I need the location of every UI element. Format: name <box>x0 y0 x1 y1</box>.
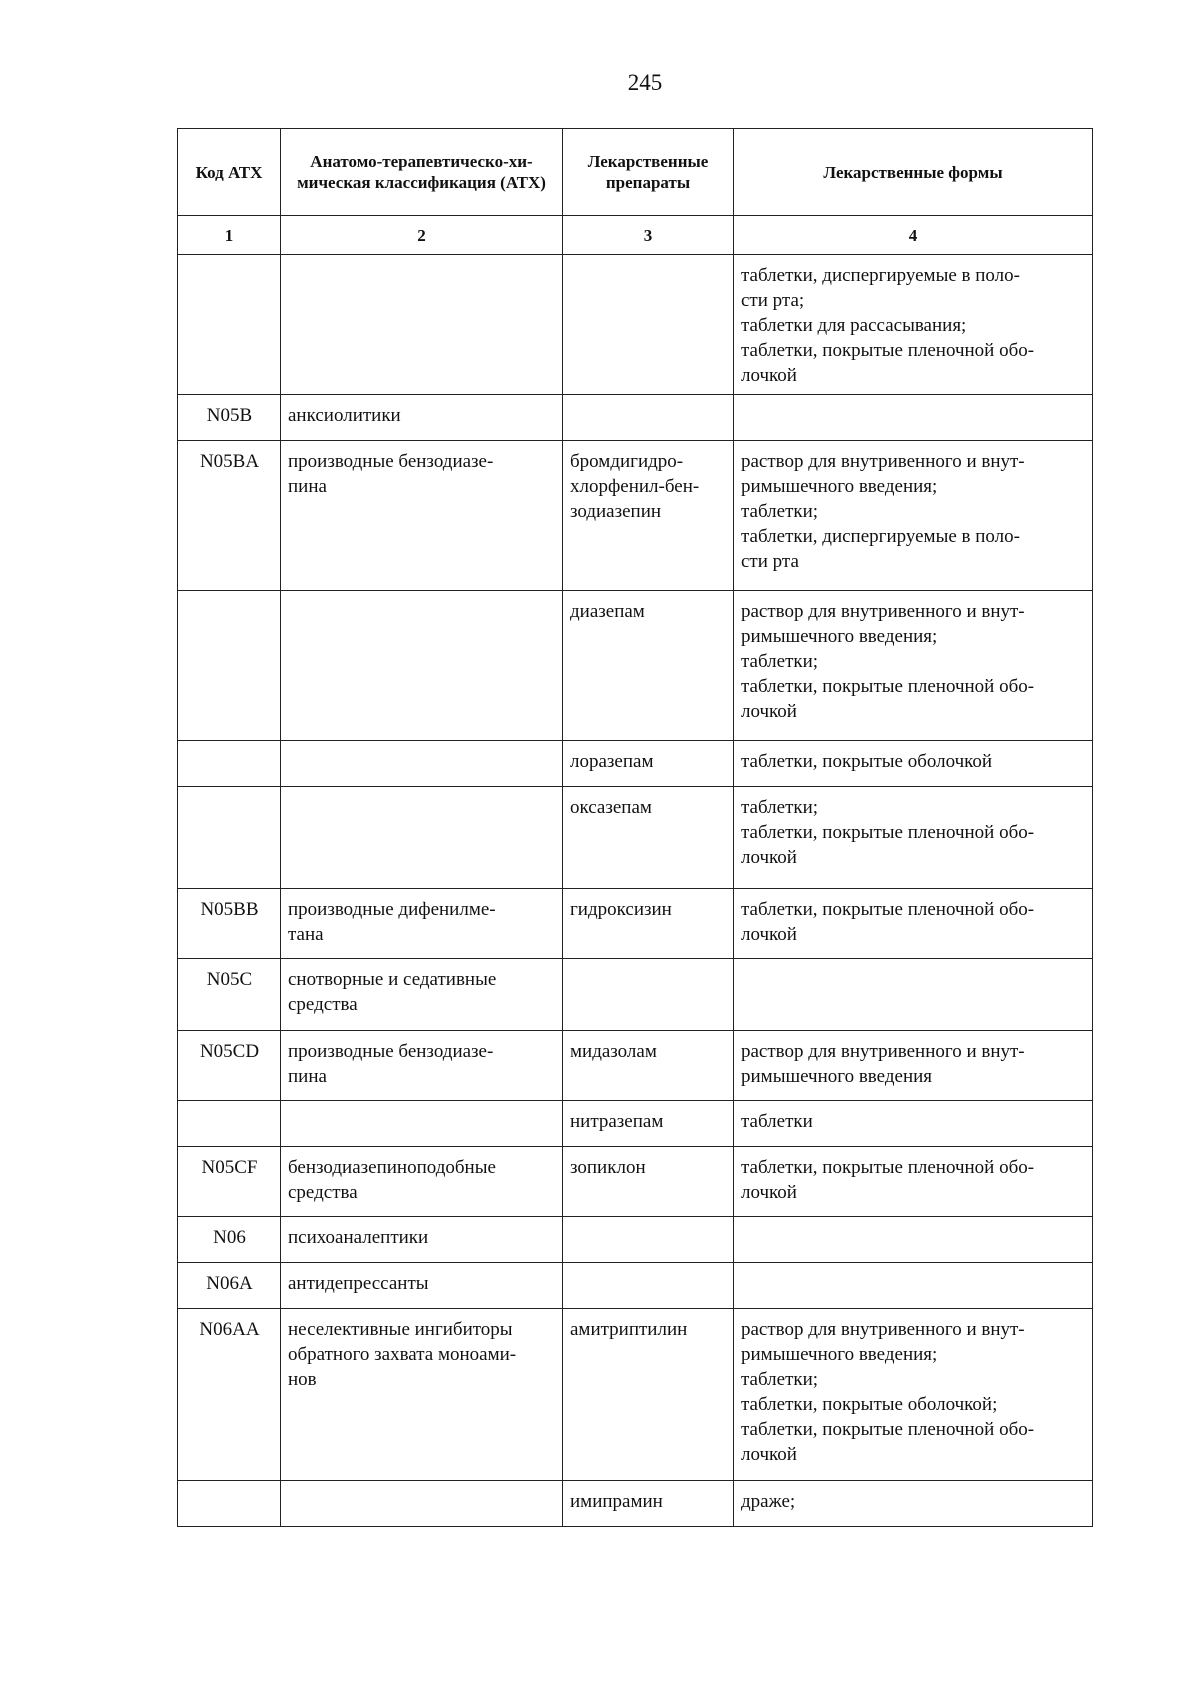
dosage-form-line: лочкой <box>741 701 797 722</box>
classification-cell <box>281 1217 563 1263</box>
table-row <box>178 1309 1093 1481</box>
dosage-forms-cell <box>734 1031 1093 1101</box>
atx-code-cell <box>178 255 281 395</box>
drug-cell <box>563 1309 734 1481</box>
drug-cell <box>563 741 734 787</box>
classification-text: средства <box>288 994 358 1015</box>
dosage-form-line: таблетки; <box>741 651 819 672</box>
classification-text: производные дифенилме- <box>288 899 496 920</box>
dosage-form-line: таблетки, покрытые оболочкой; <box>741 1394 998 1415</box>
atx-code-cell: N05BA <box>178 441 281 591</box>
header-dosage-forms: Лекарственные формы <box>734 129 1093 216</box>
classification-cell <box>281 889 563 959</box>
dosage-forms-cell <box>734 1263 1093 1309</box>
dosage-form-line: лочкой <box>741 924 797 945</box>
classification-cell <box>281 591 563 741</box>
classification-cell <box>281 1309 563 1481</box>
dosage-forms-cell <box>734 1309 1093 1481</box>
dosage-forms-cell <box>734 1147 1093 1217</box>
header-drugs: Лекарственные препараты <box>563 129 734 216</box>
atx-code-cell: N06AA <box>178 1309 281 1481</box>
atx-code-cell: N05CD <box>178 1031 281 1101</box>
dosage-form-line: драже; <box>741 1491 796 1512</box>
dosage-form-line: таблетки; <box>741 501 819 522</box>
atx-code-cell: N05C <box>178 959 281 1031</box>
classification-text: бензодиазепиноподобные <box>288 1157 496 1178</box>
dosage-form-line: сти рта; <box>741 290 805 311</box>
classification-cell <box>281 441 563 591</box>
dosage-form-line: таблетки, покрытые пленочной обо- <box>741 1419 1035 1440</box>
table-row <box>178 395 1093 441</box>
drug-cell <box>563 1147 734 1217</box>
dosage-forms-cell <box>734 1217 1093 1263</box>
dosage-form-line: лочкой <box>741 1444 797 1465</box>
classification-cell <box>281 255 563 395</box>
dosage-forms-cell <box>734 889 1093 959</box>
drug-cell <box>563 1481 734 1527</box>
dosage-form-line: лочкой <box>741 847 797 868</box>
atx-code-cell: N05CF <box>178 1147 281 1217</box>
column-number: 4 <box>734 216 1093 255</box>
classification-text: производные бензодиазе- <box>288 451 494 472</box>
drug-cell <box>563 1031 734 1101</box>
classification-cell <box>281 787 563 889</box>
classification-text: производные бензодиазе- <box>288 1041 494 1062</box>
atx-code-cell <box>178 591 281 741</box>
atx-code-cell: N05B <box>178 395 281 441</box>
classification-text: пина <box>288 1066 327 1087</box>
table-row <box>178 1217 1093 1263</box>
table-row <box>178 1263 1093 1309</box>
classification-text: нов <box>288 1369 317 1390</box>
drug-cell <box>563 395 734 441</box>
classification-cell <box>281 1101 563 1147</box>
drug-cell <box>563 889 734 959</box>
drug-name: бромдигидро- <box>570 451 684 472</box>
dosage-forms-cell <box>734 395 1093 441</box>
classification-cell <box>281 1147 563 1217</box>
atx-code-cell: N06 <box>178 1217 281 1263</box>
atx-code-cell <box>178 1481 281 1527</box>
classification-text: пина <box>288 476 327 497</box>
dosage-form-line: раствор для внутривенного и внут- <box>741 451 1025 472</box>
drug-cell <box>563 1217 734 1263</box>
atx-code-cell <box>178 741 281 787</box>
classification-cell <box>281 1481 563 1527</box>
dosage-forms-cell <box>734 787 1093 889</box>
atx-code-cell: N06A <box>178 1263 281 1309</box>
drug-name: диазепам <box>570 601 645 622</box>
classification-text: неселективные ингибиторы <box>288 1319 513 1340</box>
dosage-forms-cell <box>734 441 1093 591</box>
drug-cell <box>563 255 734 395</box>
dosage-form-line: таблетки, покрытые оболочкой <box>741 751 993 772</box>
atx-code-cell: N05BB <box>178 889 281 959</box>
table-row <box>178 591 1093 741</box>
drug-name: амитриптилин <box>570 1319 688 1340</box>
column-number: 1 <box>178 216 281 255</box>
header-atx-code: Код АТХ <box>178 129 281 216</box>
dosage-form-line: лочкой <box>741 365 797 386</box>
classification-text: средства <box>288 1182 358 1203</box>
dosage-form-line: таблетки, покрытые пленочной обо- <box>741 676 1035 697</box>
drug-cell <box>563 787 734 889</box>
dosage-forms-cell <box>734 741 1093 787</box>
classification-cell <box>281 1031 563 1101</box>
classification-cell <box>281 959 563 1031</box>
table-row <box>178 1481 1093 1527</box>
dosage-form-line: таблетки <box>741 1111 813 1132</box>
page-number: 245 <box>627 70 663 95</box>
header-atx-classification: Анатомо-терапевтическо-хи-мическая классификация (АТХ) <box>281 129 563 216</box>
classification-text: анксиолитики <box>288 405 401 426</box>
drug-name: мидазолам <box>570 1041 657 1062</box>
dosage-form-line: таблетки, диспергируемые в поло- <box>741 265 1020 286</box>
classification-text: психоаналептики <box>288 1227 429 1248</box>
dosage-forms-cell <box>734 1481 1093 1527</box>
table-row <box>178 959 1093 1031</box>
dosage-form-line: лочкой <box>741 1182 797 1203</box>
dosage-form-line: таблетки; <box>741 797 819 818</box>
drug-cell <box>563 591 734 741</box>
dosage-form-line: таблетки, покрытые пленочной обо- <box>741 340 1035 361</box>
table-row <box>178 889 1093 959</box>
classification-cell <box>281 741 563 787</box>
drug-cell <box>563 1263 734 1309</box>
classification-text: тана <box>288 924 324 945</box>
dosage-forms-cell <box>734 255 1093 395</box>
drug-name: нитразепам <box>570 1111 664 1132</box>
classification-text: обратного захвата моноами- <box>288 1344 517 1365</box>
classification-cell <box>281 1263 563 1309</box>
drug-name: зодиазепин <box>570 501 662 522</box>
dosage-forms-cell <box>734 1101 1093 1147</box>
drug-name: имипрамин <box>570 1491 663 1512</box>
classification-text: снотворные и седативные <box>288 969 497 990</box>
table-row <box>178 741 1093 787</box>
drug-name: лоразепам <box>570 751 654 772</box>
drug-name: зопиклон <box>570 1157 646 1178</box>
column-number: 3 <box>563 216 734 255</box>
classification-text: антидепрессанты <box>288 1273 429 1294</box>
table-row <box>178 441 1093 591</box>
drug-name: гидроксизин <box>570 899 672 920</box>
dosage-form-line: римышечного введения; <box>741 1344 938 1365</box>
table-header-row <box>178 129 1093 216</box>
table-row <box>178 1101 1093 1147</box>
dosage-form-line: раствор для внутривенного и внут- <box>741 601 1025 622</box>
dosage-form-line: сти рта <box>741 551 799 572</box>
dosage-form-line: римышечного введения <box>741 1066 933 1087</box>
dosage-forms-cell <box>734 591 1093 741</box>
dosage-form-line: раствор для внутривенного и внут- <box>741 1319 1025 1340</box>
drug-cell <box>563 1101 734 1147</box>
dosage-form-line: таблетки для рассасывания; <box>741 315 967 336</box>
drug-cell <box>563 959 734 1031</box>
atx-code-cell <box>178 787 281 889</box>
dosage-form-line: таблетки, покрытые пленочной обо- <box>741 899 1035 920</box>
dosage-form-line: таблетки, покрытые пленочной обо- <box>741 1157 1035 1178</box>
drug-cell <box>563 441 734 591</box>
dosage-form-line: римышечного введения; <box>741 476 938 497</box>
atx-code-cell <box>178 1101 281 1147</box>
drug-name: оксазепам <box>570 797 652 818</box>
dosage-form-line: таблетки; <box>741 1369 819 1390</box>
dosage-form-line: римышечного введения; <box>741 626 938 647</box>
dosage-form-line: таблетки, покрытые пленочной обо- <box>741 822 1035 843</box>
dosage-form-line: таблетки, диспергируемые в поло- <box>741 526 1020 547</box>
dosage-forms-cell <box>734 959 1093 1031</box>
classification-cell <box>281 395 563 441</box>
table-row <box>178 255 1093 395</box>
drug-name: хлорфенил-бен- <box>570 476 700 497</box>
atx-table <box>177 128 1093 1527</box>
table-row <box>178 1031 1093 1101</box>
table-row <box>178 1147 1093 1217</box>
column-number: 2 <box>281 216 563 255</box>
table-row <box>178 787 1093 889</box>
dosage-form-line: раствор для внутривенного и внут- <box>741 1041 1025 1062</box>
column-number-row <box>178 216 1093 255</box>
